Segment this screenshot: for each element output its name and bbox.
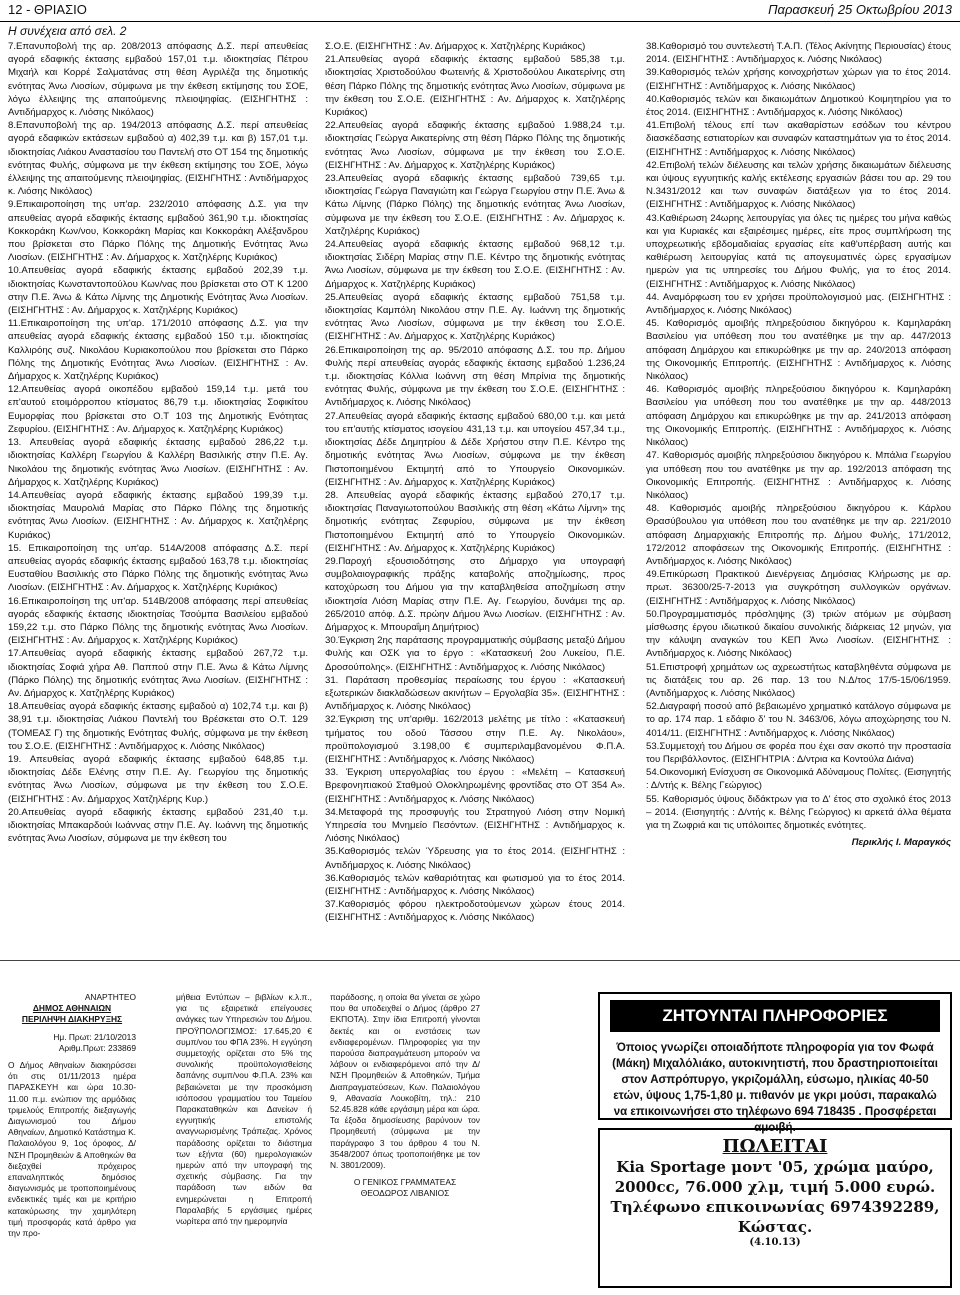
agenda-item: 49.Επικύρωση Πρακτικού Διενέργειας Δημόσιας Κλήρωσης με αρ. πρωτ. 36300/25-7-2013 για συγκρότηση συλλογικών οργάνων. (ΕΙΣΗΓΗΤΗΣ : Αντιδήμαρχος κ. Λιόσης Νικόλαος) [646,569,951,607]
agenda-item: 25.Απευθείας αγορά εδαφικής έκτασης εμβαδού 751,58 τ.μ. ιδιοκτησίας Καμπόλη Νικολάου στην Π.Ε. Αγ. Ιωάννη της δημοτικής ενότητας Άνω Λιοσίων, σύμφωνα με την έκθεση του Σ.Ο.Ε. (ΕΙΣΗΓΗΤΗΣ : Αν. Δήμαρχος κ. Χατζηλέρης Κυριάκος) [325,291,625,343]
agenda-item: 34.Μεταφορά της προσφυγής του Στρατηγού Λιόση στην Νομική Υπηρεσία του Μνημείο Πεσόντων. (ΕΙΣΗΓΗΤΗΣ : Αντιδήμαρχος κ. Λιόσης Νικόλαος) [325,806,625,845]
agenda-item: 45. Καθορισμός αμοιβής πληρεξούσιου δικηγόρου κ. Καμηλαράκη Βασιλείου για υπόθεση που του ανατέθηκε με την αρ. 447/2013 απόφαση Δημάρχου και επικυρώθηκε με την αρ. 240/2013 απόφαση της Οικονομικής Επιτροπής. (ΕΙΣΗΓΗΤΗΣ : Αντιδήμαρχος κ. Λιόσης Νικόλαος) [646,318,951,383]
agenda-item: 24.Απευθείας αγορά εδαφικής έκτασης εμβαδού 968,12 τ.μ. ιδιοκτησίας Σιδέρη Μαρίας στην Π.Ε. Κέντρο της δημοτικής ενότητας Άνω Λιοσίων, σύμφωνα με την έκθεση του Σ.Ο.Ε. (ΕΙΣΗΓΗΤΗΣ : Αν. Δήμαρχος κ. Χατζηλέρης Κυριάκος) [325,239,625,290]
tender-notice-col2: μήθεια Εντύπων – βιβλίων κ.λ.π., για τις εξαιρετικά επείγουσες ανάγκες των Υπηρεσιών του Δήμου. ΠΡΟΫΠΟΛΟΓΙΣΜΟΣ: 17.645,20 € συμπ/νου του ΦΠΑ 23%. Η εγγύηση συμμετοχής ορίζεται στο 5% της συνολικής προϋπολογισθείσης δαπάνης συμπ/νου Φ.Π.Α. 23% και βεβαιώνεται με την προσκόμιση ισόποσου γραμματίου του Ταμείου Παρακαταθηκών και Δανείων ή εγγυητικής επιστολής αναγνωρισμένης Τράπεζας. Χρόνος παράδοσης ορίζεται το διάστημα των εξήντα (60) ημερολογιακών ημερών από την υπογραφή της σχετικής σύμβασης. Για την παράδοση των ειδών θα ενημερώνεται η Επιτροπή Παραλαβής 5 εργάσιμες ημέρες νωρίτερα από την ημερομηνία [176,992,312,1227]
agenda-item: 52.Διαγραφή ποσού από βεβαιωμένο χρηματικό κατάλογο σύμφωνα με το αρ. 174 παρ. 1 εδάφιο δ' του Ν. 3463/06, λόγω αποχώρησης του Ν. 4014/11. (ΕΙΣΗΓΗΤΗΣ : Αντιδήμαρχος κ. Λιόσης Νικόλαος) [646,701,951,739]
agenda-item: 21.Απευθείας αγορά εδαφικής έκτασης εμβαδού 585,38 τ.μ. ιδιοκτησίας Χριστοδούλου Φωτεινής & Χριστοδούλου Αικατερίνης στη θέση Πάρκο Πόλης της δημοτικής ενότητας Άνω Λιοσίων, σύμφωνα με την έκθεση του Σ.Ο.Ε. (ΕΙΣΗΓΗΤΗΣ : Αν. Δήμαρχος κ. Χατζηλέρης Κυριάκος) [325,54,625,119]
car-ad-date: (4.10.13) [749,1237,801,1248]
agenda-item: 50.Προγραμματισμός πρόσληψης (3) τριών ατόμων με σύμβαση μίσθωσης έργου ιδιωτικού δικαίου συνολικής διάρκειας 12 μηνών, για την κάλυψη αναγκών του ΚΕΠ Άνω Λιοσίων. (ΕΙΣΗΓΗΤΗΣ : Αντιδήμαρχος κ. Λιόσης Νικόλαος) [646,608,951,660]
notice-heading: ΠΕΡΙΛΗΨΗ ΔΙΑΚΗΡΥΞΗΣ [21,1014,123,1025]
agenda-item: 16.Επικαιροποίηση της υπ'αρ. 514Β/2008 απόφασης περί απευθείας αγοράς εδαφικής έκτασης ιδιοκτησίας Τσούμπα Βασιλείου εμβαδού 159,22 τ.μ. στο Πάρκο Πόλης της δημοτικής ενότητας Άνω Λιοσίων. (ΕΙΣΗΓΗΤΗΣ : Αν. Δήμαρχος κ. Χατζηλέρης Κυριάκος) [8,595,308,647]
agenda-item: 18.Απευθείας αγορά εδαφικής έκτασης εμβαδού α) 102,74 τ.μ. και β) 38,91 τ.μ. ιδιοκτησίας Λιάκου Παντελή του Βρέσκεται στο Ο.Τ. 129 (ΤΟΜΕΑΣ Γ) της δημοτικής Ενότητας Φυλής, σύμφωνα με την έκθεση του Σ.Ο.Ε. (ΕΙΣΗΓΗΤΗΣ : Αντιδήμαρχος κ. Λιόσης Νικόλαος) [8,701,308,752]
agenda-item: 39.Καθορισμός τελών χρήσης κοινοχρήστων χώρων για το έτος 2014. (ΕΙΣΗΓΗΤΗΣ : Αντιδήμαρχος κ. Λιόσης Νικόλαος) [646,67,951,92]
agenda-item: 48. Καθορισμός αμοιβής πληρεξούσιου δικηγόρου κ. Κάρλου Θρασύβουλου για υπόθεση που του ανατέθηκε με την αρ. 221/2010 απόφαση Δημαρχιακής Επιτροπής πρ. Δήμου Φυλής, 171/2012, 172/2012 αποφάσεων της Οικονομικής Επιτροπής. (ΕΙΣΗΓΗΤΗΣ : Αντιδήμαρχος κ. Λιόσης Νικόλαος) [646,503,951,567]
agenda-item: 12.Απευθείας αγορά οικοπέδου εμβαδού 159,14 τ.μ. μετά του επ'αυτού ετοιμόρροπου κτίσματος 86,79 τ.μ. ιδιοκτησίας Σοφικίτου Ευμορφίας που βρίσκεται στο Ο.Τ 103 της Δημοτικής Ενότητας Ζεφυρίου. (ΕΙΣΗΓΗΤΗΣ : Αν. Δήμαρχος κ. Χατζηλέρης Κυριάκος) [8,384,308,435]
article-signature: Περικλής Ι. Μαραγκός [851,837,951,849]
notice-org: ΔΗΜΟΣ ΑΘΗΝΑΙΩΝ [32,1003,112,1014]
agenda-item: 14.Απευθείας αγορά εδαφικής έκτασης εμβαδού 199,39 τ.μ. ιδιοκτησίας Μαυρολιά Μαρίας στο Πάρκο Πόλης της δημοτικής ενότητας Άνω Λιοσίων. (ΕΙΣΗΓΗΤΗΣ : Αν. Δήμαρχος κ. Χατζηλέρης Κυριάκος) [8,489,308,541]
agenda-item: 17.Απευθείας αγορά εδαφικής έκτασης εμβαδού 267,72 τ.μ. ιδιοκτησίας Σοφιά χήρα Αθ. Παππού στην Π.Ε. Άνω & Κάτω Λίμνης (Πάρκο Πόλης) της δημοτικής ενότητας Άνω Λιοσίων. (ΕΙΣΗΓΗΤΗΣ : Αν. Δήμαρχος κ. Χατζηλέρης Κυριάκος) [8,648,308,699]
agenda-item: 36.Καθορισμός τελών καθαριότητας και φωτισμού για το έτος 2014. (ΕΙΣΗΓΗΤΗΣ : Αντιδήμαρχος κ. Λιόσης Νικόλαος) [325,872,625,897]
agenda-item: 43.Καθιέρωση 24ωρης λειτουργίας για όλες τις ημέρες του μήνα καθώς και για Κυριακές και εξαιρέσιμες ημέρες, είτε προς συμπλήρωση της υποχρεωτικής εβδομαδιαίας εργασίας είτε καθ'υπέρβαση αυτής και καθιέρωση λειτουργίας κατά τις απογευματινές ώρες εργασίμων ημερών για τις υπηρεσίες του Δήμου Φυλής, για το έτος 2014. (ΕΙΣΗΓΗΤΗΣ : Αντιδήμαρχος κ. Λιόσης Νικόλαος) [646,212,951,290]
divider [0,960,960,961]
agenda-item: 38.Καθορισμό του συντελεστή Τ.Α.Π. (Τέλος Ακίνητης Περιουσίας) έτους 2014. (ΕΙΣΗΓΗΤΗΣ : Αντιδήμαρχος κ. Λιόσης Νικόλαος) [646,41,951,66]
agenda-item: 42.Επιβολή τελών διέλευσης και τελών χρήσης δικαιωμάτων διέλευσης και ύψους εγγυητικής καλής εκτέλεσης εργασιών βάσει του αρ. 29 του Ν.3431/2012 και των συναφών διατάξεων για το έτος 2014. (ΕΙΣΗΓΗΤΗΣ : Αντιδήμαρχος κ. Λιόσης Νικόλαος) [646,159,951,211]
notice-body: Ο Δήμος Αθηναίων διακηρύσσει ότι στις 01/11/2013 ημέρα ΠΑΡΑΣΚΕΥΗ και ώρα 10.30-11.00 π.μ. ενώπιον της αρμόδιας τριμελούς Επιτροπής διεξαγωγής Διαγωνισμού του Δήμου Αθηναίων, Δημοτικό Κατάστημα Κ. Παλαιολόγου 9, 1ος όροφος, Δ/ΝΣΗ Προμηθειών & Αποθηκών θα διεξαχθεί πρόχειρος επαναληπτικός δημόσιος διαγωνισμός με τροποποιημένους ενδεικτικές τιμές και με κριτήριο κατακύρωσης την χαμηλότερη τιμή προσφοράς κατά άρθρο για την προ- [8,1060,136,1239]
agenda-item: 54.Οικονομική Ενίσχυση σε Οικονομικά Αδύναμους Πολίτες. (Εισηγητής : Δ/ντής κ. Βέλης Γεώργιος) [646,767,951,792]
agenda-item: 40.Καθορισμός τελών και δικαιωμάτων Δημοτικού Κοιμητηρίου για το έτος 2014. (ΕΙΣΗΓΗΤΗΣ : Αντιδήμαρχος κ. Λιόσης Νικόλαος) [646,93,951,119]
info-ad-body: Όποιος γνωρίζει οποιαδήποτε πληροφορία για τον Φωφά (Μάκη) Μιχαλόλιάκο, αυτοκινητιστή, που δραστηριοποιείται στον Ασπρόπυργο, γκριζομάλλη, εύσωμο, ηλικίας 40-50 ετών, ύψους 1,75-1,80 μ. πιθανόν με γκρι μούσι, παρακαλώ να επικοινωνήσει στο τηλέφωνο 694 718435 . Προσφέρεται αμοιβή. [612,1042,938,1134]
agenda-item: 11.Επικαιροποίηση της υπ'αρ. 171/2010 απόφασης Δ.Σ. για την απευθείας αγορά εδαφικής έκτασης εμβαδού 150 τ.μ. ιδιοκτησίας Καλλιρόης συζ. Νικολάου Κυριακοπούλου που βρίσκεται στο Πάρκο Πόλης της Δημοτικής Ενότητας Άνω Λιοσίων. (ΕΙΣΗΓΗΤΗΣ : Αν. Δήμαρχος κ. Χατζηλέρης Κυριάκος) [8,318,308,383]
agenda-item: 9.Επικαιροποίηση της υπ'αρ. 232/2010 απόφασης Δ.Σ. για την απευθείας αγορά εδαφικής έκτασης εμβαδού 361,90 τ.μ. ιδιοκτησίας Κοκκοράκη Κων/νου, Κοκκοράκη Μαρίας και Κοκκοράκη Αλέξανδρου που βρίσκεται στο Πάρκο Πόλης της Δημοτικής Ενότητας Άνω Λιοσίων. (ΕΙΣΗΓΗΤΗΣ : Αν. Δήμαρχος κ. Χατζηλέρης Κυριάκος) [8,199,308,264]
agenda-item: 30.Έγκριση 2ης παράτασης προγραμματικής σύμβασης μεταξύ Δήμου Φυλής και ΟΣΚ για το έργο : «Κατασκευή 2ου Λυκείου, Π.Ε. Δροσούπολης». (ΕΙΣΗΓΗΤΗΣ : Αντιδήμαρχος κ. Λιόσης Νικόλαος) [325,635,625,673]
agenda-item: 23.Απευθείας αγορά εδαφικής έκτασης εμβαδού 739,65 τ.μ. ιδιοκτησίας Γεώργα Παναγιώτη και Γεώργα Γεωργίου στην Π.Ε. Άνω & Κάτω Λίμνης (Πάρκο Πόλης) της δημοτικής ενότητας Άνω Λιοσίων, σύμφωνα με την έκθεση του Σ.Ο.Ε. (ΕΙΣΗΓΗΤΗΣ : Αν. Δήμαρχος κ. Χατζηλέρης Κυριάκος) [325,173,625,237]
continued-note: Η συνέχεια από σελ. 2 [8,24,127,38]
car-ad-title: ΠΩΛΕΙΤΑΙ [722,1136,828,1157]
agenda-item: 51.Επιστροφή χρημάτων ως αχρεωστήτως καταβληθέντα σύμφωνα με τις διατάξεις του αρ. 26 παρ. 13 του Ν.Δ/τος 17/5-15/06/1959. (Αντιδήμαρχος κ. Λιόσης Νικόλαος) [646,661,951,699]
agenda-item: 26.Επικαιροποίηση της αρ. 95/2010 απόφασης Δ.Σ. του πρ. Δήμου Φυλής περί απευθείας αγοράς εδαφικής έκτασης εμβαδού 1.236,24 τ.μ. ιδιοκτησίας Κόλλια Ιωάννη στη θέση Μπρίνια της δημοτικής ενότητας Φυλής, σύμφωνα με την έκθεση του Σ.Ο.Ε. (ΕΙΣΗΓΗΤΗΣ : Αντιδήμαρχος κ. Λιόσης Νικόλαος) [325,344,625,409]
notice-number: Αριθμ.Πρωτ: 233869 [58,1042,136,1053]
agenda-item: 19. Απευθείας αγορά εδαφικής έκτασης εμβαδού 648,85 τ.μ. ιδιοκτησίας Δέδε Ελένης στην Π.Ε. Αγ. Γεωργίου της δημοτικής ενότητας Άνω Λιοσίων, σύμφωνα με την έκθεση του Σ.Ο.Ε. (ΕΙΣΗΓΗΤΗΣ : Αν. Δήμαρχος Χατζηλέρης Κυρ.) [8,753,308,805]
page-header [0,0,960,22]
article-column-1 [8,40,308,955]
agenda-item: 22.Απευθείας αγορά εδαφικής έκτασης εμβαδού 1.988,24 τ.μ. ιδιοκτησίας Γεώργα Αικατερίνης στη θέση Πάρκο Πόλης της δημοτικής ενότητας Άνω Λιοσίων, σύμφωνα με την έκθεση του Σ.Ο.Ε. (ΕΙΣΗΓΗΤΗΣ : Αν. Δήμαρχος κ. Χατζηλέρης Κυριάκος) [325,120,625,171]
notice-sign-name: ΘΕΟΔΩΡΟΣ ΛΙΒΑΝΙΟΣ [360,1188,450,1199]
agenda-item: 37.Καθορισμός φόρου ηλεκτροδοτούμενων χώρων έτους 2014. (ΕΙΣΗΓΗΤΗΣ : Αντιδήμαρχος κ. Λιόσης Νικόλαος) [325,899,625,924]
agenda-item: 47. Καθορισμός αμοιβής πληρεξούσιου δικηγόρου κ. Μπάλια Γεωργίου για υπόθεση που του ανατέθηκε με την αρ. 192/2013 απόφαση της Οικονομικής Επιτροπής. (ΕΙΣΗΓΗΤΗΣ : Αντιδήμαρχος κ. Λιόσης Νικόλαος) [646,450,951,501]
agenda-item: 7.Επανυποβολή της αρ. 208/2013 απόφασης Δ.Σ. περί απευθείας αγορά εδαφικής έκτασης εμβαδού 157,01 τ.μ. ιδιοκτησίας Πέτρου Μιχαήλ και Κορρέ Σαλματάνας στη θέση Αγριλέζα της δημοτικής ενότητας Άνω Λιοσίων, σύμφωνα με την έκθεση εκτίμησης του ΣΟΕ, λόγω έλλειψης της απαιτούμενης πλειοψηφίας. (ΕΙΣΗΓΗΤΗΣ : Αντιδήμαρχος κ. Λιόσης Νικόλαος) [8,41,308,119]
agenda-item: 10.Απευθείας αγορά εδαφικής έκτασης εμβαδού 202,39 τ.μ. ιδιοκτησίας Κωνσταντοπούλου Κων/νας που βρίσκεται στο ΟΤ Κ 1200 στην Π.Ε. Άνω & Κάτω Λίμνης της Δημοτικής Ενότητας Άνω Λιοσίων. (ΕΙΣΗΓΗΤΗΣ : Αν. Δήμαρχος κ. Χατζηλέρης Κυριάκος) [8,265,308,317]
car-sale-ad [598,1128,952,1288]
notice-sign-title: Ο ΓΕΝΙΚΟΣ ΓΡΑΜΜΑΤΕΑΣ [353,1177,457,1188]
tender-notice-col3 [330,992,480,1292]
article-column-3 [646,40,951,955]
info-wanted-ad [598,992,952,1134]
car-ad-body: Kia Sportage μοντ '05, χρώμα μαύρο, 2000cc, 76.000 χλμ, τιμή 5.000 ευρώ. Τηλέφωνο επικοινωνίας 6974392289, Κώστας. [610,1158,940,1236]
agenda-item: 31. Παράταση προθεσμίας περαίωσης του έργου : «Κατασκευή εξωτερικών διακλαδώσεων ακινήτων – Εργολαβία 35». (ΕΙΣΗΓΗΤΗΣ : Αντιδήμαρχος κ. Λιόσης Νικόλαος) [325,674,625,713]
agenda-item: 35.Καθορισμός τελών Ύδρευσης για το έτος 2014. (ΕΙΣΗΓΗΤΗΣ : Αντιδήμαρχος κ. Λιόσης Νικόλαος) [325,846,625,871]
page-number-title: 12 - ΘΡΙΑΣΙΟ [8,2,87,17]
agenda-item: 32.Έγκριση της υπ'αριθμ. 162/2013 μελέτης με τίτλο : «Κατασκευή τμήματος του οδού Τάσσου στην Π.Ε. Αγ. Νικολάου», προϋπολογισμού 3.198,00 € συμπεριλαμβανομένου Φ.Π.Α. (ΕΙΣΗΓΗΤΗΣ : Αντιδήμαρχος κ. Λιόσης Νικόλαος) [325,714,625,765]
notice-date: Ημ. Πρωτ: 21/10/2013 [53,1031,136,1042]
agenda-item: 20.Απευθείας αγορά εδαφικής έκτασης εμβαδού 231,40 τ.μ. ιδιοκτησίας Μπακαρδούι Ιωάννας στην Π.Ε. Αγ. Ιωάννη της δημοτικής ενότητας Άνω Λιοσίων, σύμφωνα με την έκθεση του [8,806,308,845]
agenda-item: 13. Απευθείας αγορά εδαφικής έκτασης εμβαδού 286,22 τ.μ. ιδιοκτησίας Καλλέρη Γεωργίου & Καλλέρη Βασιλικής στην Π.Ε. Αγ. Νικολάου της δημοτικής ενότητας Άνω Λιοσίων. (ΕΙΣΗΓΗΤΗΣ : Αν. Δήμαρχος κ. Χατζηλέρης Κυριάκος) [8,437,308,488]
agenda-item: 41.Επιβολή τέλους επί των ακαθαρίστων εσόδων του κέντρου διασκέδασης εστιατορίων και συναφών καταστημάτων για το έτος 2014. (ΕΙΣΗΓΗΤΗΣ : Αντιδήμαρχος κ. Λιόσης Νικόλαος) [646,120,951,158]
info-ad-title: ΖΗΤΟΥΝΤΑΙ ΠΛΗΡΟΦΟΡΙΕΣ [610,1000,940,1032]
agenda-item: 28. Απευθείας αγορά εδαφικής έκτασης εμβαδού 270,17 τ.μ. ιδιοκτησίας Παναγιωτοπούλου Βασιλικής στη θέση «Κάτω Λίμνη» της δημοτικής ενότητας Ζεφυρίου, σύμφωνα με την έκθεση Πιστοποιημένου Εκτιμητή από το Υπουργείο Οικονομικών. (ΕΙΣΗΓΗΤΗΣ : Αν. Δήμαρχος κ. Χατζηλέρης Κυριάκος) [325,489,625,554]
notice-tag: ΑΝΑΡΤΗΤΕΟ [84,992,136,1002]
issue-date: Παρασκευή 25 Οκτωβρίου 2013 [768,2,952,17]
agenda-item: 44. Αναμόρφωση του εν χρήσει προϋπολογισμού μας. (ΕΙΣΗΓΗΤΗΣ : Αντιδήμαρχος κ. Λιόσης Νικόλαος) [646,291,951,317]
agenda-item: 29.Παροχή εξουσιοδότησης στο Δήμαρχο για υπογραφή συμβολαιογραφικής πράξης καταβολής αποζημίωσης, προς κατοχύρωση του Δήμου για την καταβληθείσα αποζημίωση στην ιδιοκτησία Λιόση Μαρίας στην Π.Ε. Αγ. Γεωργίου, δυνάμει της αρ. 265/2010 απόφ. Δ.Σ. πρώην Δήμου Άνω Λιοσίων. (ΕΙΣΗΓΗΤΗΣ : Αν. Δήμαρχος κ. Μπουραΐμη Δημήτριος) [325,555,625,633]
tender-notice-col1 [8,992,136,1292]
agenda-item: Σ.Ο.Ε. (ΕΙΣΗΓΗΤΗΣ : Αν. Δήμαρχος κ. Χατζηλέρης Κυριάκος) [325,41,586,52]
agenda-item: 27.Απευθείας αγορά εδαφικής έκτασης εμβαδού 680,00 τ.μ. και μετά του επ'αυτής κτίσματος ισογείου 431,13 τ.μ. και υπογείου 457,34 τ.μ., ιδιοκτησίας Δέδε Δημητρίου & Δέδε Χρήστου στην Π.Ε. Κέντρο της δημοτικής ενότητας Άνω Λιοσίων, σύμφωνα με την έκθεση Πιστοποιημένου Εκτιμητή από το Υπουργείο Οικονομικών. (ΕΙΣΗΓΗΤΗΣ : Αν. Δήμαρχος κ. Χατζηλέρης Κυριάκος) [325,410,625,488]
agenda-item: 55. Καθορισμός ύψους διδάκτρων για το Δ' έτος στο σχολικό έτος 2013 – 2014. (Εισηγητής : Δ/ντής κ. Βέλης Γεώργιος) κι αρκετά άλλα θέματα για τη Ζωφριά και τις υπόλοιπες δημοτικές ενότητες. [646,793,951,831]
notice-body-3: παράδοσης, η οποία θα γίνεται σε χώρο που θα υποδειχθεί ο Δήμος (άρθρο 27 ΕΚΠΟΤΑ). Στην ίδια Επιτροπή γίνονται δεκτές και οι ενστάσεις των ενδιαφερομένων. Πληροφορίες για την παρούσα διαπραγμάτευση μπορούν να λάβουν οι ενδιαφερόμενοι από την Δ/ΝΣΗ Προμηθειών & Αποθηκών, Τμήμα Διαπραγματεύσεων, Κων. Παλαιολόγου 9, Αθανασία Λουκοβίτη, τηλ.: 210 52.45.828 κάθε εργάσιμη μέρα και ώρα. Τα έξοδα δημοσίευσης βαρύνουν τον Προμηθευτή (σύμφωνα με την παράγραφο 3 του άρθρου 4 του Ν. 3548/2007 όπως τροποποιήθηκε με τον Ν. 3801/2009). [330,992,480,1171]
agenda-item: 15. Επικαιροποίηση της υπ'αρ. 514Α/2008 απόφασης Δ.Σ. περί απευθείας αγοράς εδαφικής έκτασης εμβαδού 163,78 τ.μ. ιδιοκτησίας Ευσταθίου Βασιλικής στο Πάρκο Πόλης της δημοτικής ενότητας Άνω Λιοσίων. (ΕΙΣΗΓΗΤΗΣ : Αν. Δήμαρχος κ. Χατζηλέρης Κυριάκος) [8,542,308,594]
agenda-item: 8.Επανυποβολή της αρ. 194/2013 απόφασης Δ.Σ. περί απευθείας αγορά εδαφικών εκτάσεων εμβαδού α) 402,39 τ.μ. και β) 157,01 τ.μ. ιδιοκτησίας Λιάκου Αναστασίου του Παντελή στο ΟΤ 154 της δημοτικής ενότητας Φυλής, σύμφωνα με την έκθεση εκτίμησης του ΣΟΕ, λόγω έλλειψης της απαιτούμενης πλειοψηφίας. (ΕΙΣΗΓΗΤΗΣ : Αντιδήμαρχος κ. Λιόσης Νικόλαος) [8,120,308,198]
article-column-2 [325,40,625,955]
agenda-item: 53.Συμμετοχή του Δήμου σε φορέα που έχει σαν σκοπό την προστασία του Περιβάλλοντος. (ΕΙΣΗΓΗΤΡΙΑ : Δ/ντρια κα Κοντούλα Διάνα) [646,740,951,765]
agenda-item: 33. Έγκριση υπεργολαβίας του έργου : «Μελέτη – Κατασκευή Βρεφονηπιακού Σταθμού Ολοκληρωμένης φροντίδας στο ΟΤ 354 Α». (ΕΙΣΗΓΗΤΗΣ : Αντιδήμαρχος κ. Λιόσης Νικόλαος) [325,767,625,805]
agenda-item: 46. Καθορισμός αμοιβής πληρεξούσιου δικηγόρου κ. Καμηλαράκη Βασιλείου για υπόθεση που του ανατέθηκε με την αρ. 448/2013 απόφαση Δημάρχου και επικυρώθηκε με την αρ. 241/2013 απόφαση της Οικονομικής Επιτροπής. (ΕΙΣΗΓΗΤΗΣ : Αντιδήμαρχος κ. Λιόσης Νικόλαος) [646,384,951,449]
